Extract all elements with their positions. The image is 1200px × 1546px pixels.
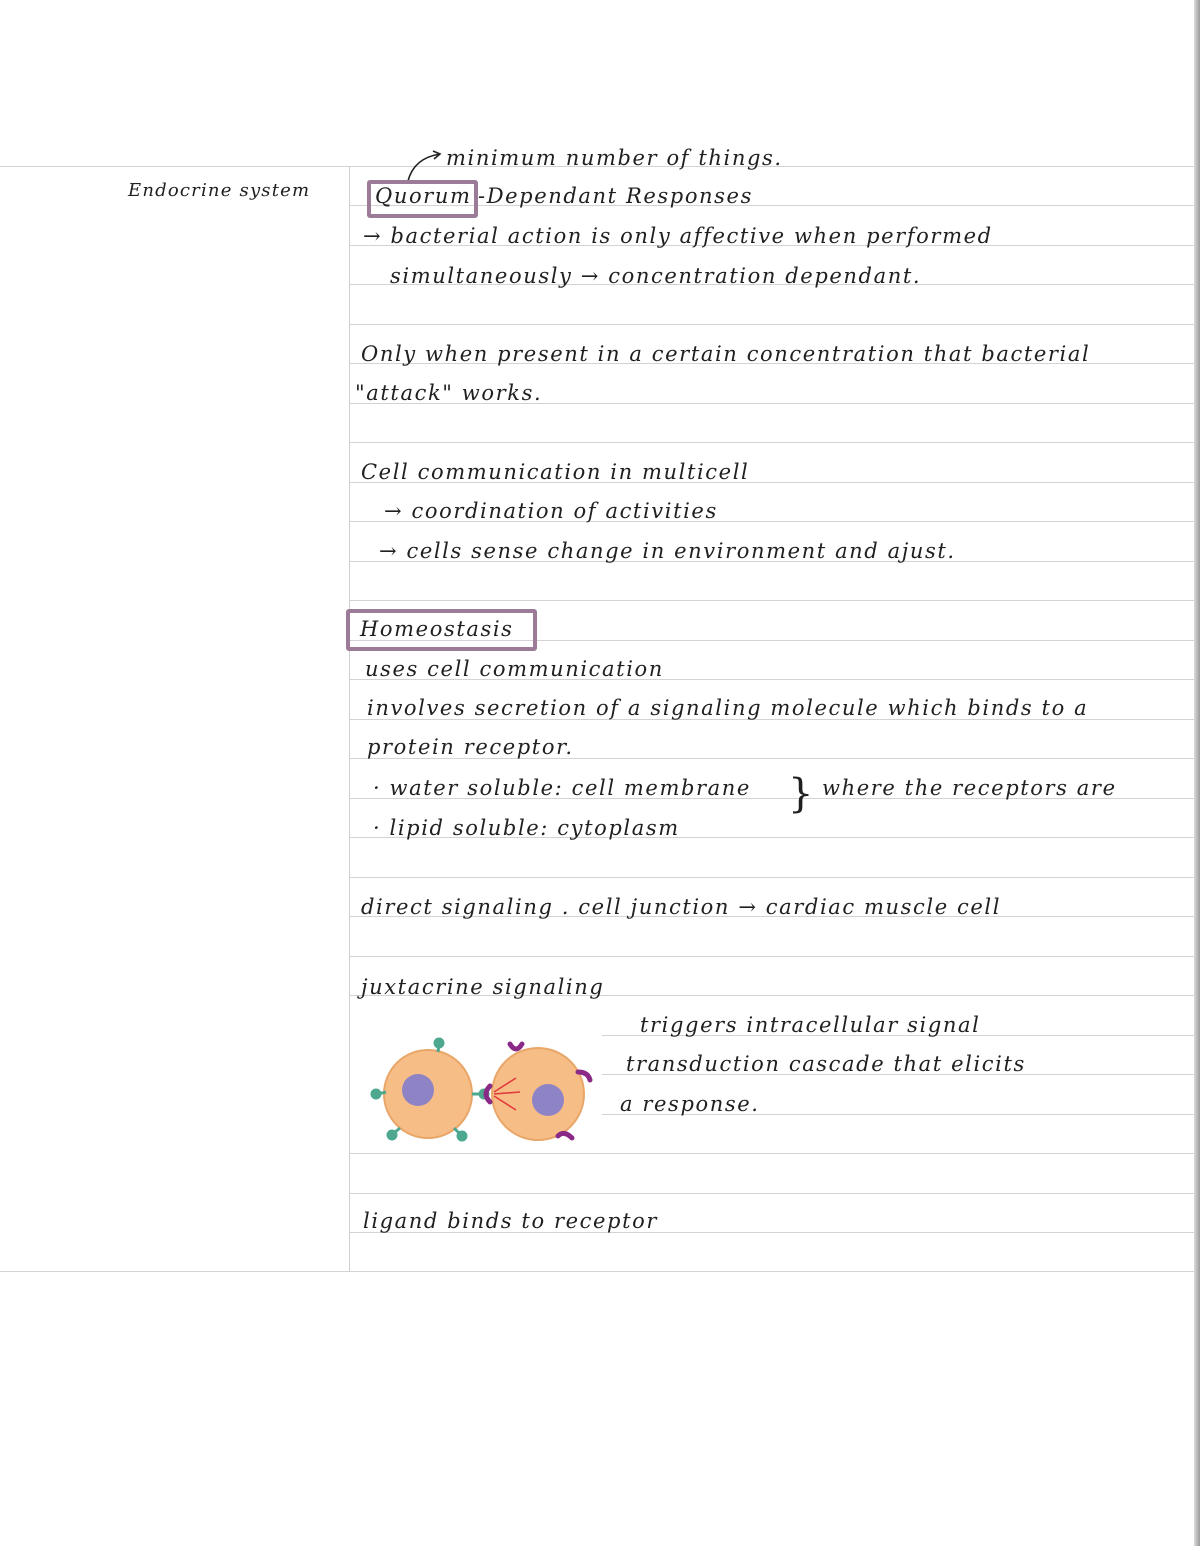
note-line: → bacterial action is only affective when performed — [363, 224, 993, 248]
ruled-line — [350, 877, 1194, 878]
homeostasis-title: Homeostasis — [360, 617, 514, 641]
page-edge-shadow — [1194, 0, 1200, 1546]
note-line: where the receptors are — [822, 776, 1117, 800]
margin-divider — [349, 166, 350, 1272]
ruled-line — [350, 1193, 1194, 1194]
note-line: involves secretion of a signaling molecule which binds to a — [367, 696, 1089, 720]
grouping-brace: } — [788, 771, 816, 817]
note-line: · lipid soluble: cytoplasm — [373, 816, 680, 840]
quorum-heading-rest: -Dependant Responses — [478, 184, 753, 208]
note-line: protein receptor. — [367, 735, 574, 759]
note-line: Only when present in a certain concentration that bacterial — [361, 342, 1091, 366]
note-line: Cell communication in multicell — [361, 460, 750, 484]
nucleus-left — [402, 1074, 434, 1106]
juxtacrine-signaling-figure — [360, 1034, 600, 1150]
note-line: a response. — [620, 1092, 760, 1116]
ruled-line — [350, 600, 1194, 601]
ruled-line — [350, 956, 1194, 957]
annotation-arrow — [400, 148, 450, 184]
quorum-word: Quorum — [375, 184, 472, 208]
quorum-annotation: minimum number of things. — [446, 146, 783, 170]
ruled-line — [0, 1271, 1194, 1272]
note-line: → cells sense change in environment and ajust. — [379, 539, 956, 563]
note-line: ligand binds to receptor — [363, 1209, 658, 1233]
ruled-line — [350, 442, 1194, 443]
margin-topic: Endocrine system — [128, 180, 311, 201]
ruled-line — [350, 1153, 1194, 1154]
note-line: uses cell communication — [365, 657, 664, 681]
note-line: → coordination of activities — [384, 499, 718, 523]
note-line: transduction cascade that elicits — [626, 1052, 1026, 1076]
ruled-line — [350, 324, 1194, 325]
note-line: simultaneously → concentration dependant. — [390, 264, 922, 288]
note-line: · water soluble: cell membrane — [373, 776, 751, 800]
note-line: juxtacrine signaling — [361, 975, 605, 999]
note-line: direct signaling . cell junction → cardiac muscle cell — [361, 895, 1002, 919]
note-line: "attack" works. — [355, 381, 543, 405]
note-line: triggers intracellular signal — [640, 1013, 981, 1037]
nucleus-right — [532, 1084, 564, 1116]
